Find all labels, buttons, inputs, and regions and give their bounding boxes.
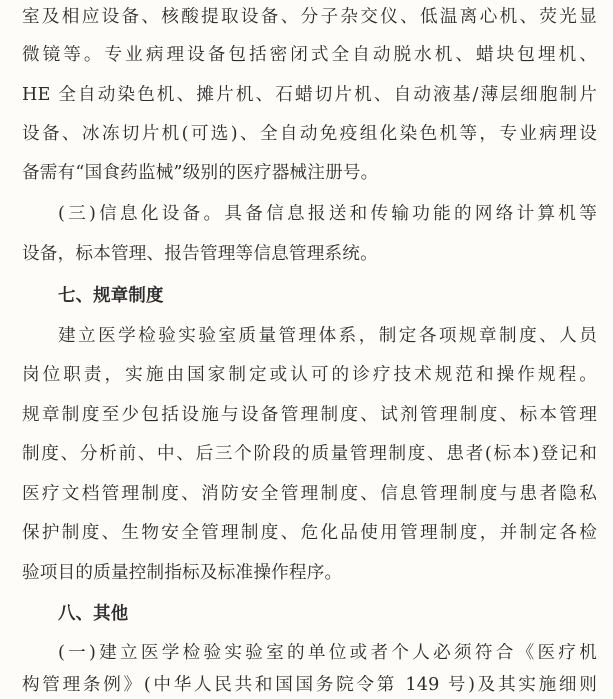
text-line-7: 设备，标本管理、报告管理等信息管理系统。 [22,244,378,264]
text-line-4: 设备、冰冻切片机(可选)、全自动免疫组化染色机等，专业病理设 [22,124,597,144]
text-line-10: 岗位职责，实施由国家制定或认可的诊疗技术规范和操作规程。 [22,365,597,385]
text-line-1: 室及相应设备、核酸提取设备、分子杂交仪、低温离心机、荧光显 [22,7,597,27]
text-line-14: 保护制度、生物安全管理制度、危化品使用管理制度，并制定各检 [22,523,597,543]
text-line-12: 制度、分析前、中、后三个阶段的质量管理制度、患者(标本)登记和 [22,444,597,464]
text-line-6: (三)信息化设备。具备信息报送和传输功能的网络计算机等 [58,204,597,224]
text-line-2: 微镜等。专业病理设备包括密闭式全自动脱水机、蜡块包埋机、 [22,45,597,65]
text-line-13: 医疗文档管理制度、消防安全管理制度、信息管理制度与患者隐私 [22,484,597,504]
text-line-9: 建立医学检验实验室质量管理体系，制定各项规章制度、人员 [58,326,597,346]
text-line-11: 规章制度至少包括设施与设备管理制度、试剂管理制度、标本管理 [22,405,597,425]
section-heading-eight: 八、其他 [58,604,129,624]
section-heading-seven: 七、规章制度 [58,286,164,306]
text-line-3: HE 全自动染色机、摊片机、石蜡切片机、自动液基/薄层细胞制片 [22,85,597,105]
text-line-17: (一)建立医学检验实验室的单位或者个人必须符合《医疗机 [58,643,597,663]
text-line-15: 验项目的质量控制指标及标准操作程序。 [22,563,343,583]
text-line-18: 构管理条例》(中华人民共和国国务院令第 149 号)及其实施细则 [22,675,597,695]
text-line-5: 备需有“国食药监械”级别的医疗器械注册号。 [22,163,379,183]
